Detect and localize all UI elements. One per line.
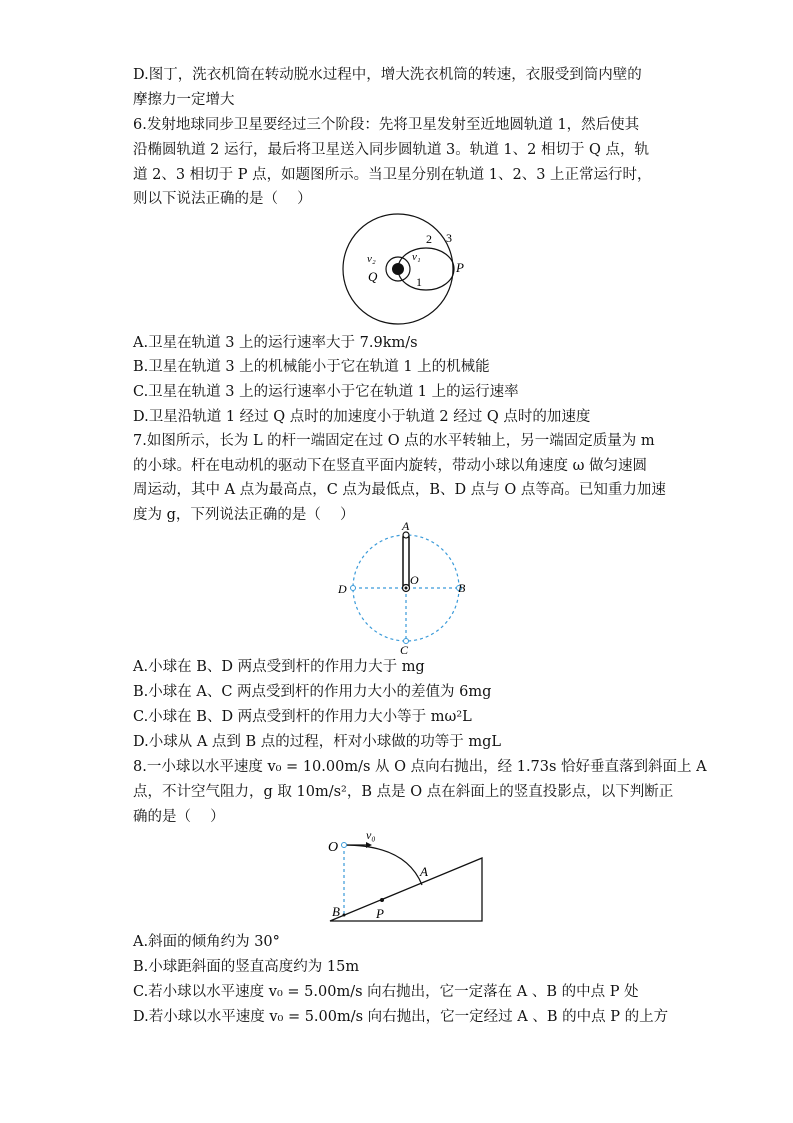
rod <box>403 537 409 588</box>
q7-option-c: C.小球在 B、D 两点受到杆的作用力大小等于 mω²L <box>133 709 472 725</box>
label-orbit-3: 3 <box>446 231 452 245</box>
label-o: O <box>328 840 339 855</box>
point-p <box>380 898 384 902</box>
label-orbit-2: 2 <box>426 232 432 246</box>
label-b: B <box>458 581 466 595</box>
q6-stem-line3: 道 2、3 相切于 P 点，如题图所示。当卫星分别在轨道 1、2、3 上正常运行时， <box>133 167 652 183</box>
q7-stem-line1: 7.如图所示，长为 L 的杆一端固定在过 O 点的水平转轴上，另一端固定质量为 m <box>133 433 655 449</box>
label-q: Q <box>368 269 378 284</box>
q6-option-d: D.卫星沿轨道 1 经过 Q 点时的加速度小于轨道 2 经过 Q 点时的加速度 <box>133 409 591 425</box>
q8-option-d: D.若小球以水平速度 v₀ = 5.00m/s 向右抛出，它一定经过 A 、B 的中点 P 的上方 <box>133 1009 669 1025</box>
q7-stem-line4: 度为 g，下列说法正确的是（ ） <box>133 507 355 523</box>
q7-option-d: D.小球从 A 点到 B 点的过程，杆对小球做的功等于 mgL <box>133 734 502 750</box>
q6-option-c: C.卫星在轨道 3 上的运行速率小于它在轨道 1 上的运行速率 <box>133 384 519 400</box>
q6-orbit-figure <box>340 212 470 330</box>
label-a: A <box>402 522 410 533</box>
incline <box>330 858 482 921</box>
earth <box>392 263 404 275</box>
label-p: P <box>376 906 384 921</box>
label-d: D <box>338 582 347 596</box>
q8-option-c: C.若小球以水平速度 v₀ = 5.00m/s 向右抛出，它一定落在 A 、B 的中点 P 处 <box>133 984 639 1000</box>
point-b <box>343 914 346 917</box>
q8-stem-line1: 8.一小球以水平速度 v₀ = 10.00m/s 从 O 点向右抛出，经 1.73s 恰好垂直落到斜面上 A <box>133 759 707 775</box>
q6-stem-line1: 6.发射地球同步卫星要经过三个阶段：先将卫星发射至近地圆轨道 1，然后使其 <box>133 117 640 133</box>
label-v2: v₂ <box>367 253 376 265</box>
q8-stem-line2: 点，不计空气阻力，g 取 10m/s²，B 点是 O 点在斜面上的竖直投影点，以下判断正 <box>133 784 674 800</box>
q6-option-b: B.卫星在轨道 3 上的机械能小于它在轨道 1 上的机械能 <box>133 359 490 375</box>
q6-option-a: A.卫星在轨道 3 上的运行速率大于 7.9km/s <box>133 335 418 351</box>
point-o <box>342 843 347 848</box>
q8-option-a: A.斜面的倾角约为 30° <box>133 934 280 950</box>
orbit-2 <box>398 248 454 290</box>
q8-option-b: B.小球距斜面的竖直高度约为 15m <box>133 959 360 975</box>
label-a: A <box>420 864 428 879</box>
label-b: B <box>332 904 340 919</box>
q8-incline-figure <box>324 826 488 926</box>
q7-stem-line3: 周运动，其中 A 点为最高点，C 点为最低点，B、D 点与 O 点等高。已知重力加速 <box>133 482 666 498</box>
q7-option-b: B.小球在 A、C 两点受到杆的作用力大小的差值为 6mg <box>133 684 492 700</box>
label-c: C <box>400 643 409 654</box>
q7-stem-line2: 的小球。杆在电动机的驱动下在竖直平面内旋转，带动小球以角速度 ω 做匀速圆 <box>133 458 648 474</box>
label-v0: v₀ <box>366 828 376 842</box>
point-d <box>351 586 356 591</box>
label-o: O <box>410 573 419 587</box>
label-p: P <box>456 260 464 275</box>
q5-option-d-line2: 摩擦力一定增大 <box>133 92 235 108</box>
trajectory <box>344 845 422 885</box>
q7-option-a: A.小球在 B、D 两点受到杆的作用力大于 mg <box>133 659 425 675</box>
q6-stem-line2: 沿椭圆轨道 2 运行，最后将卫星送入同步圆轨道 3。轨道 1、2 相切于 Q 点，轨 <box>133 142 650 158</box>
label-orbit-1: 1 <box>416 275 422 289</box>
q8-stem-line3: 确的是（ ） <box>133 809 225 825</box>
q7-rod-figure <box>332 522 482 654</box>
q5-option-d-line1: D.图丁，洗衣机筒在转动脱水过程中，增大洗衣机筒的转速，衣服受到筒内壁的 <box>133 67 642 83</box>
label-v1: v₁ <box>412 251 421 263</box>
q6-stem-line4: 则以下说法正确的是（ ） <box>133 191 312 207</box>
